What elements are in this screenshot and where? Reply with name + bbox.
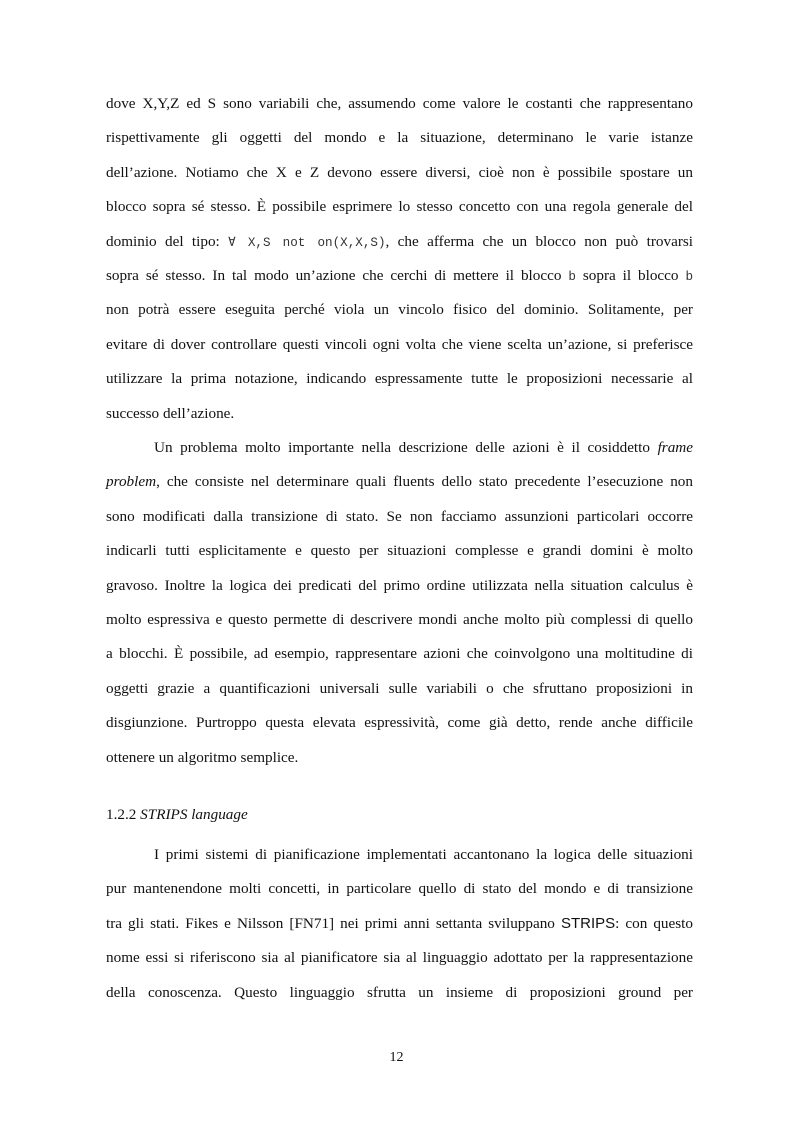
emphasis: problem <box>106 473 157 491</box>
text-line: della conoscenza. Questo linguaggio sfrutta un insieme di proposizioni ground per <box>106 983 693 1001</box>
section-title: STRIPS language <box>140 806 248 823</box>
text-span: Un problema molto importante nella descrizione delle azioni è il cosiddetto <box>154 439 658 456</box>
paragraph-strips <box>106 838 693 1010</box>
text-line: I primi sistemi di pianificazione implementati accantonano la logica delle situazioni <box>154 846 693 863</box>
section-number: 1.2.2 <box>106 806 141 823</box>
text-line: utilizzare la prima notazione, indicando espressamente tutte le proposizioni necessarie al <box>106 370 693 388</box>
page-number: 12 <box>389 1050 404 1065</box>
text-line <box>106 225 693 259</box>
text-span: , che consiste nel determinare quali fluents dello stato precedente l’esecuzione non <box>156 473 693 491</box>
paragraph-situation-calculus <box>106 87 693 431</box>
paragraph-frame-problem <box>106 431 693 775</box>
text-line: non potrà essere eseguita perché viola un vincolo fisico del dominio. Solitamente, per <box>106 301 693 319</box>
text-span: sopra sé stesso. In tal modo un’azione che cerchi di mettere il blocco <box>106 266 569 284</box>
text-line: dell’azione. Notiamo che X e Z devono essere diversi, cioè non è possibile spostare un <box>106 163 693 181</box>
section-heading <box>106 806 248 824</box>
text-span: tra gli stati. Fikes e Nilsson [FN71] nei primi anni settanta sviluppano <box>106 914 561 932</box>
text-line: successo dell’azione. <box>106 404 235 422</box>
text-line <box>106 465 693 499</box>
emphasis: frame <box>657 439 693 456</box>
text-line: oggetti grazie a quantificazioni universali sulle variabili o che sfruttano proposizioni in <box>106 679 693 697</box>
text-line: molto espressiva e questo permette di descrivere mondi anche molto più complessi di quello <box>106 610 693 628</box>
text-line: pur mantenendone molti concetti, in particolare quello di stato del mondo e di transizione <box>106 880 693 898</box>
text-line: indicarli tutti esplicitamente e questo per situazioni complesse e grandi domini è molto <box>106 542 693 560</box>
text-line: blocco sopra sé stesso. È possibile esprimere lo stesso concetto con una regola generale del <box>106 198 693 216</box>
text-line: a blocchi. È possibile, ad esempio, rappresentare azioni che coinvolgono una moltitudine di <box>106 645 693 663</box>
text-line: dove X,Y,Z ed S sono variabili che, assumendo come valore le costanti che rappresentano <box>106 95 693 112</box>
text-line <box>106 907 693 941</box>
text-line <box>106 259 693 293</box>
text-span: dominio del tipo: <box>106 232 229 250</box>
code-expression: ∀ X,S not on(X,X,S) <box>228 235 386 250</box>
text-line: evitare di dover controllare questi vincoli ogni volta che viene scelta un’azione, si preferisce <box>106 335 693 353</box>
code-block-name: b <box>685 269 693 284</box>
text-line: disgiunzione. Purtroppo questa elevata espressività, come già detto, rende anche difficile <box>106 714 693 732</box>
text-line: gravoso. Inoltre la logica dei predicati del primo ordine utilizzata nella situation calculus è <box>106 576 693 594</box>
text-span: : con questo <box>615 914 693 932</box>
strips-name: STRIPS <box>560 914 616 932</box>
text-line: nome essi si riferiscono sia al pianificatore sia al linguaggio adottato per la rappresentazione <box>106 949 693 967</box>
text-span: sopra il blocco <box>575 266 686 284</box>
text-line <box>106 431 693 465</box>
text-line: sono modificati dalla transizione di stato. Se non facciamo assunzioni particolari occorre <box>106 507 693 525</box>
text-line: ottenere un algoritmo semplice. <box>106 748 299 766</box>
text-line: rispettivamente gli oggetti del mondo e la situazione, determinano le varie istanze <box>106 129 693 147</box>
code-block-name: b <box>568 269 576 284</box>
text-span: , che afferma che un blocco non può trovarsi <box>385 232 694 250</box>
